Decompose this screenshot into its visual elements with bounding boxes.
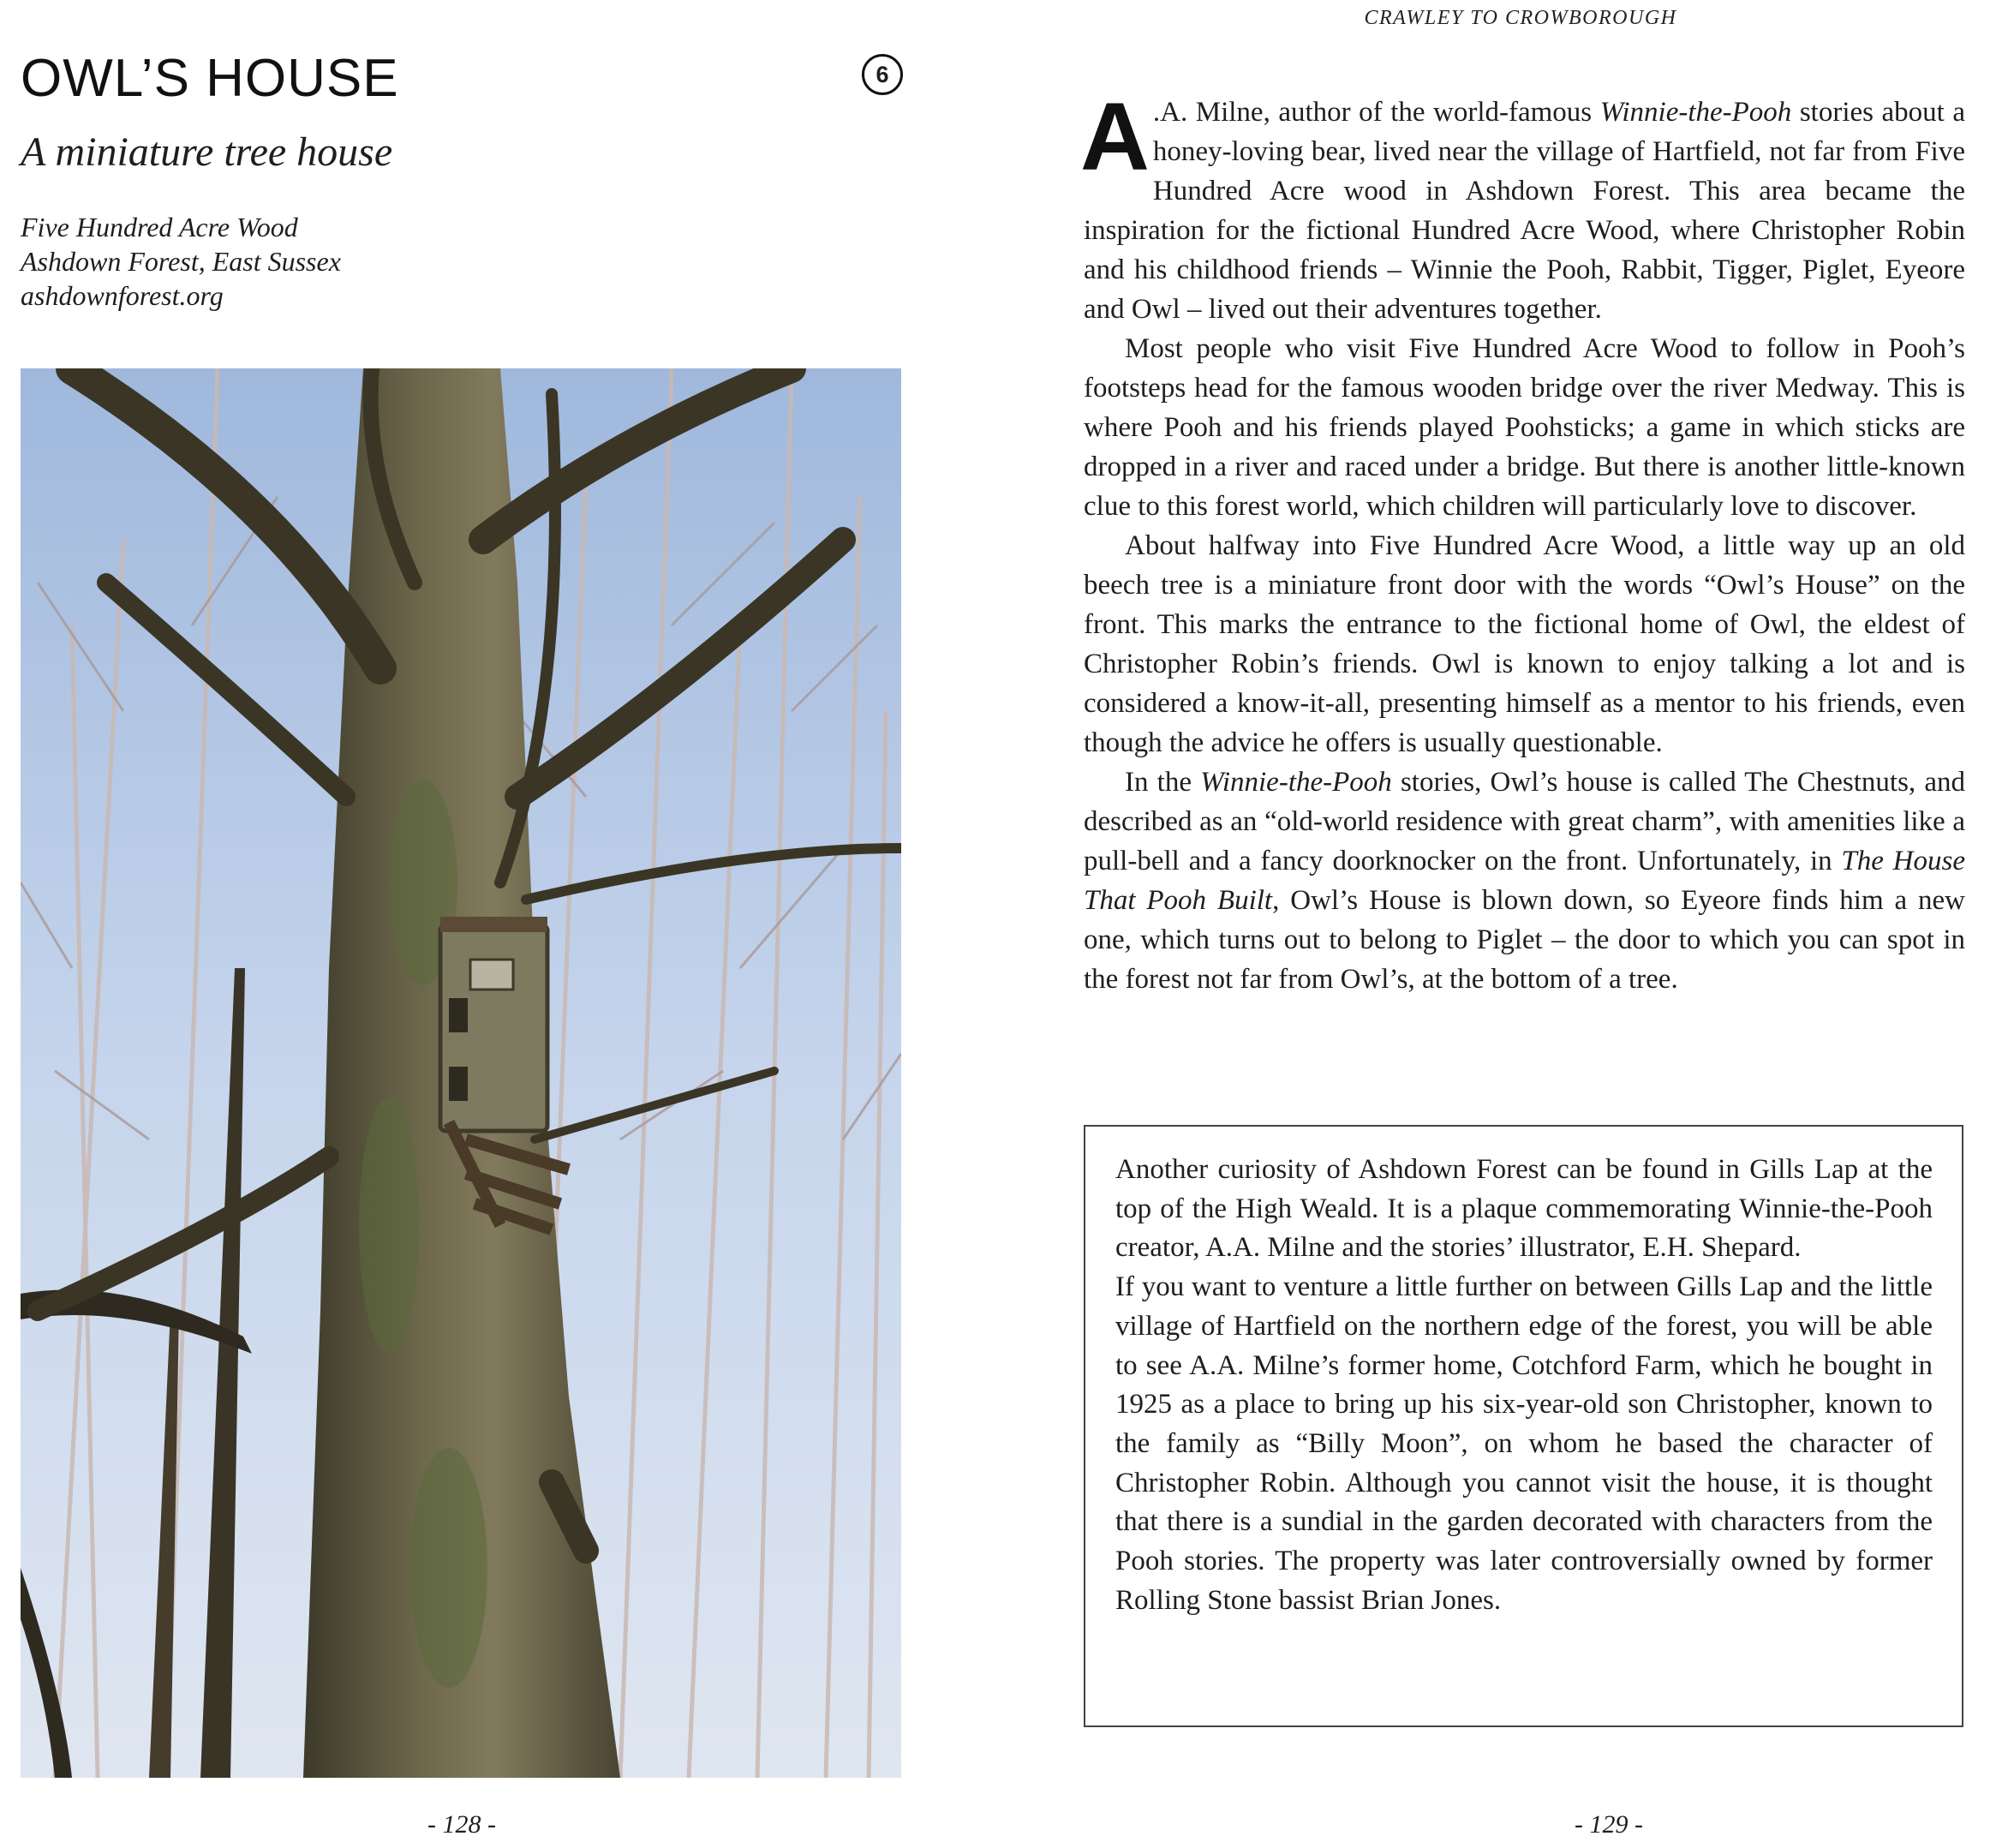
address-website: ashdownforest.org [21, 280, 224, 311]
running-head: CRAWLEY TO CROWBOROUGH [1364, 7, 1677, 29]
right-page [1007, 0, 2014, 1848]
book-title: The House That Pooh Built [1084, 846, 1965, 916]
address-line: Five Hundred Acre Wood [21, 212, 298, 242]
entry-subtitle: A miniature tree house [21, 129, 393, 175]
body-paragraph: About halfway into Five Hundred Acre Wood, a little way up an old beech tree is a miniature front door with the words “Owl’s House” on the front. This marks the entrance to the fictional home of Owl, the eldest of Christopher Robin’s friends. Owl is known to enjoy talking a lot and is considered a know-it-all, presenting himself as a mentor to his friends, even though the advice he offers is usually questionable. [1084, 530, 1965, 758]
entry-number-badge: 6 [862, 54, 903, 95]
tree-with-miniature-door-photo [21, 368, 901, 1778]
book-title: Winnie-the-Pooh [1599, 97, 1792, 128]
entry-address [21, 210, 341, 313]
address-line: Ashdown Forest, East Sussex [21, 246, 341, 277]
drop-cap: A [1080, 83, 1150, 190]
boxout-paragraph: Another curiosity of Ashdown Forest can be found in Gills Lap at the top of the High Weald. It is a plaque commemorating Winnie-the-Pooh creator, A.A. Milne and the stories’ illustrator, E.H. Shepard. [1115, 1154, 1933, 1264]
entry-title: OWL’S HOUSE [21, 49, 399, 108]
body-paragraph [1080, 83, 1965, 329]
boxout-paragraph: If you want to venture a little further on between Gills Lap and the little village of Hartfield on the northern edge of the forest, you will be able to see A.A. Milne’s former home, Cotchford Farm, which he bought in 1925 as a place to bring up his six-year-old son Christopher, known to the family as “Billy Moon”, on whom he based the character of Christopher Robin. Although you cannot visit the house, it is thought that there is a sundial in the garden decorated with characters from the Pooh stories. The property was later controversially owned by former Rolling Stone bassist Brian Jones. [1115, 1271, 1933, 1616]
body-text-run: , Owl’s House is blown down, so Eyeore finds him a new one, which turns out to belong to Piglet – the door to which you can spot in the forest not far from Owl’s, at the bottom of a tree. [1084, 885, 1965, 995]
sidebar-boxout [1084, 1125, 1963, 1727]
body-text-run: stories, Owl’s house is called The Chestnuts, and described as an “old-world residence with great charm”, with amenities like a pull-bell and a fancy doorknocker on the front. Unfortunately, in [1084, 767, 1966, 876]
body-text-run: In the [1125, 767, 1201, 798]
body-paragraph [1084, 763, 1965, 999]
body-text-run: .A. Milne, author of the world-famous [1152, 97, 1600, 128]
book-title: Winnie-the-Pooh [1200, 767, 1392, 798]
article-body [1080, 83, 1966, 999]
body-paragraph: Most people who visit Five Hundred Acre Wood to follow in Pooh’s footsteps head for the famous wooden bridge over the river Medway. This is where Pooh and his friends played Poohsticks; a game in which sticks are dropped in a river and raced under a bridge. But there is another little-known clue to this forest world, which children will particularly love to discover. [1084, 333, 1965, 522]
body-text-run: stories about a honey-loving bear, lived near the village of Hartfield, not far from Five Hundred Acre wood in Ashdown Forest. This area became the inspiration for the fictional Hundred Acre Wood, where Christopher Robin and his childhood friends – Winnie the Pooh, Rabbit, Tigger, Piglet, Eyeore and Owl – lived out their adventures together. [1084, 97, 1965, 325]
tree-photo-illustration [21, 368, 901, 1778]
page-number-right: - 129 - [1575, 1810, 1643, 1839]
page-number-left: - 128 - [427, 1810, 496, 1839]
